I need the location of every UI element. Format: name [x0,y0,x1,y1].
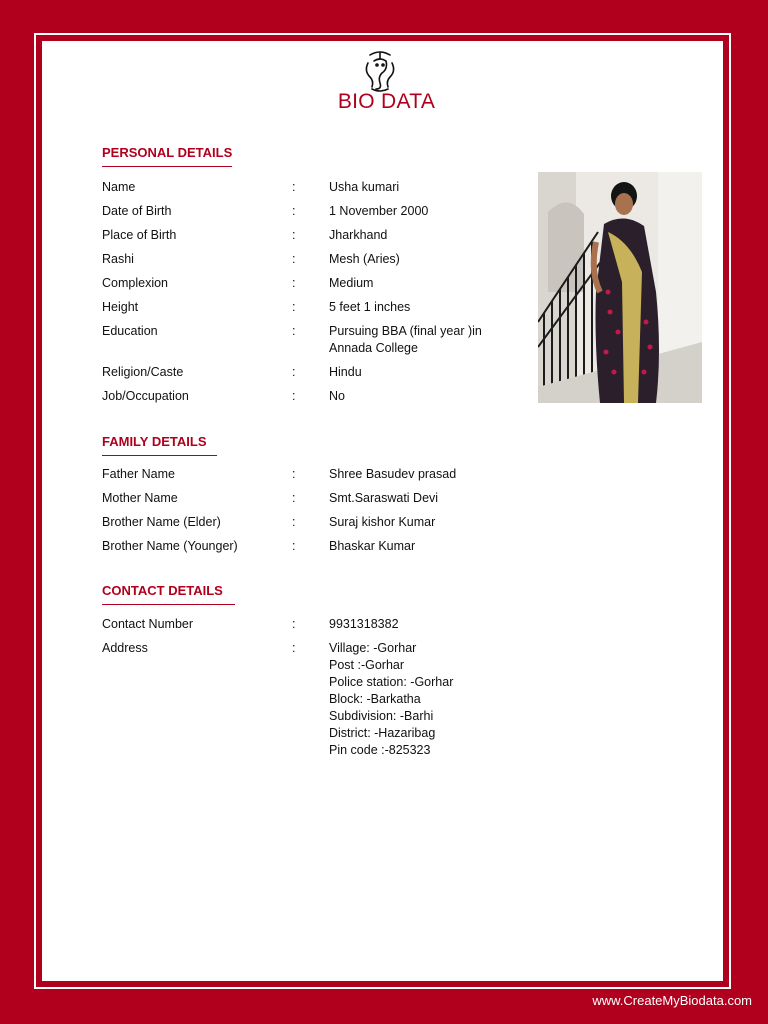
row-value: Bhaskar Kumar [329,539,416,553]
row-label: Name [102,180,136,194]
row-value: Jharkhand [329,228,388,242]
section-heading-family: FAMILY DETAILS [102,434,217,456]
row-colon: : [292,300,296,314]
row-value: Suraj kishor Kumar [329,515,436,529]
row-colon: : [292,539,296,553]
row-colon: : [292,641,296,655]
address-line-police-station: Police station: -Gorhar [329,675,454,689]
row-colon: : [292,276,296,290]
biodata-page [42,41,723,981]
row-colon: : [292,252,296,266]
row-label: Father Name [102,467,175,481]
row-label: Education [102,324,158,338]
row-value: Smt.Saraswati Devi [329,491,439,505]
address-line-subdivision: Subdivision: -Barhi [329,709,434,723]
row-colon: : [292,180,296,194]
row-colon: : [292,324,296,338]
address-line-pin-code: Pin code :-825323 [329,743,431,757]
section-heading-personal: PERSONAL DETAILS [102,145,232,167]
row-colon: : [292,228,296,242]
row-value: Hindu [329,365,362,379]
row-colon: : [292,515,296,529]
row-label: Rashi [102,252,134,266]
row-colon: : [292,389,296,403]
ganesha-icon [360,49,400,93]
row-label: Contact Number [102,617,194,631]
footer-website-link[interactable]: www.CreateMyBiodata.com [592,993,752,1008]
row-value: Medium [329,276,374,290]
row-value: Mesh (Aries) [329,252,400,266]
address-line-district: District: -Hazaribag [329,726,436,740]
profile-photo-illustration [538,172,702,403]
row-value: No [329,389,345,403]
row-label: Religion/Caste [102,365,184,379]
address-line-village: Village: -Gorhar [329,641,417,655]
row-label: Job/Occupation [102,389,189,403]
row-label: Mother Name [102,491,178,505]
profile-photo [538,172,702,403]
row-label: Complexion [102,276,169,290]
row-value: Shree Basudev prasad [329,467,457,481]
row-colon: : [292,365,296,379]
row-label: Height [102,300,139,314]
address-line-block: Block: -Barkatha [329,692,421,706]
row-colon: : [292,204,296,218]
row-value: Pursuing BBA (final year )in Annada College [329,324,482,355]
row-label: Brother Name (Elder) [102,515,221,529]
address-line-post: Post :-Gorhar [329,658,405,672]
row-value: 9931318382 [329,617,399,631]
row-label: Date of Birth [102,204,172,218]
row-label: Address [102,641,148,655]
row-colon: : [292,467,296,481]
row-colon: : [292,491,296,505]
section-heading-contact: CONTACT DETAILS [102,583,235,605]
row-value: 5 feet 1 inches [329,300,411,314]
page-title: BIO DATA [337,90,436,113]
row-label: Brother Name (Younger) [102,539,238,553]
row-value: 1 November 2000 [329,204,429,218]
row-value: Usha kumari [329,180,400,194]
row-label: Place of Birth [102,228,177,242]
address-lines [329,640,509,759]
row-colon: : [292,617,296,631]
